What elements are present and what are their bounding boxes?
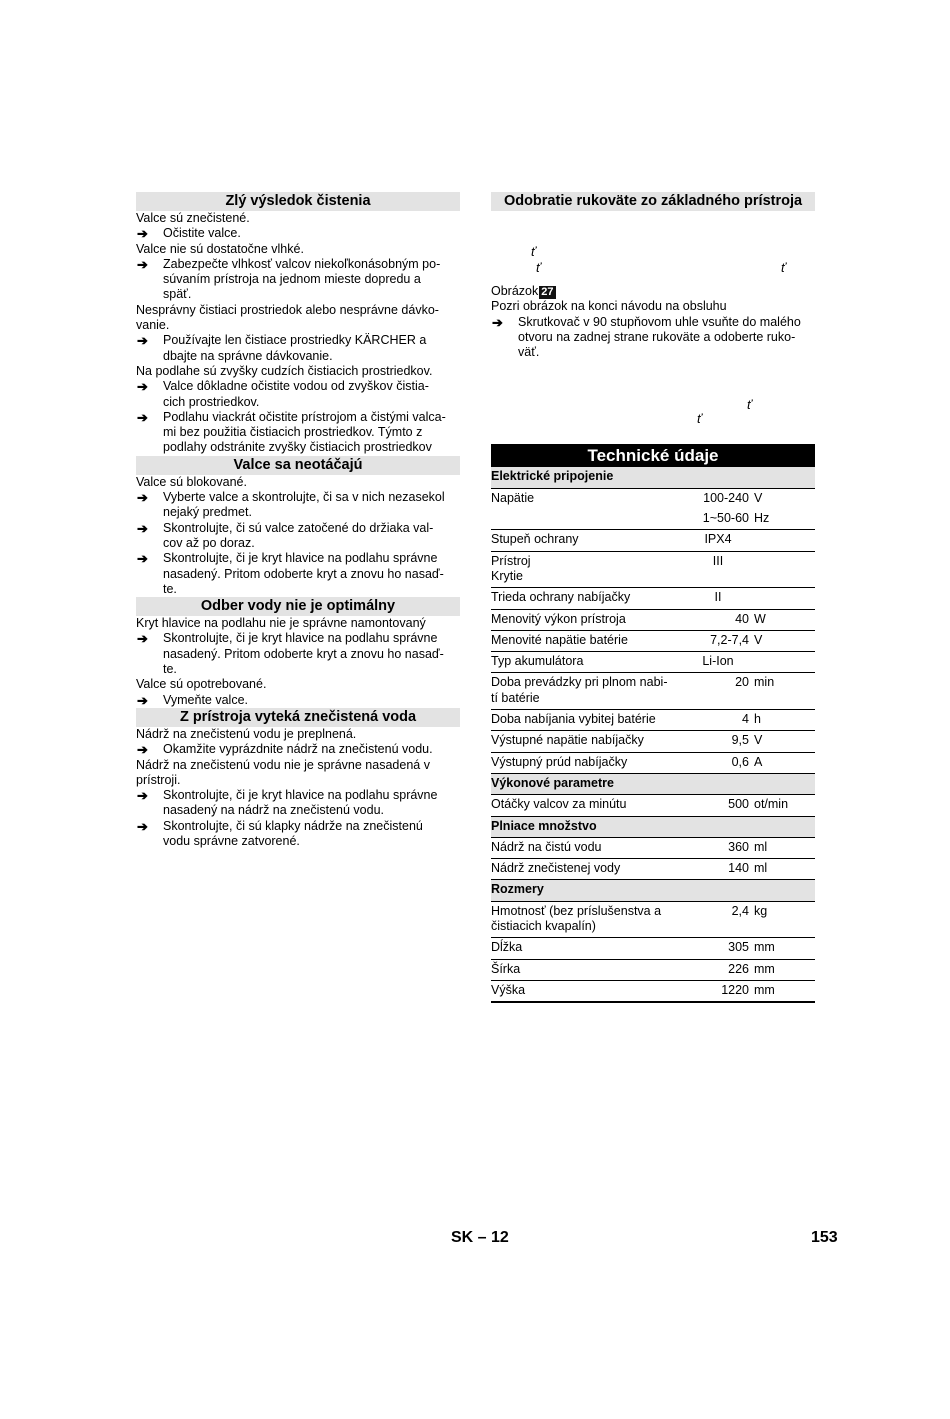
table-row [491,752,815,773]
table-row [491,488,815,509]
spec-value: 360 [728,839,749,854]
arrow-right-icon: ➔ [137,256,148,272]
stray-glyph: ť [747,397,752,412]
table-row [491,588,815,609]
spec-value: 0,6 [731,754,749,769]
left-column [136,192,460,849]
table-group-row [491,467,815,488]
table-group-row [491,880,815,901]
section-heading-handle-removal: Odobratie rukoväte zo základného prístroja [491,192,815,211]
step-text: Vyberte valce a skontrolujte, či sa v nich nezasekol nejaký predmet. [163,490,445,520]
stray-glyph: ť [781,260,786,275]
section-heading: Odber vody nie je optimálny [136,597,460,616]
spec-value: 7,2-7,4 [710,632,749,647]
spec-unit: kg [754,903,768,918]
table-row [491,959,815,980]
table-row [491,901,815,938]
spec-label: Doba prevádzky pri plnom nabi- tí batérie [491,675,668,705]
cause-text: Valce sú opotrebované. [136,677,267,692]
table-row [491,938,815,959]
spec-value: 9,5 [731,733,749,748]
see-figure-note: Pozri obrázok na konci návodu na obsluhu [491,299,727,314]
spec-value: 20 [735,675,749,690]
spec-label: Napätie [491,490,535,505]
step-text: Zabezpečte vlhkosť valcov niekoľkonásobným po- súvaním prístroja na jednom mieste dopredu a späť. [163,256,441,302]
stray-glyph: ť [531,244,536,259]
spec-label: Otáčky valcov za minútu [491,797,627,812]
table-row [491,837,815,858]
step-item [136,410,460,456]
spec-label: Nádrž znečistenej vody [491,861,621,876]
table-row [491,630,815,651]
group-label: Rozmery [491,880,815,901]
cause-text: Nádrž na znečistenú vodu nie je správne nasadená v prístroji. [136,757,430,787]
step-text: Skontrolujte, či je kryt hlavice na podlahu správne nasadený. Pritom odoberte kryt a znovu ho nasaď- te. [163,551,444,596]
arrow-right-icon: ➔ [137,788,148,804]
spec-label: Hmotnosť (bez príslušenstva a čistiacich kvapalín) [491,903,662,934]
table-row [491,509,815,530]
cause-text: Valce sú blokované. [136,474,247,489]
step-text: Skrutkovač v 90 stupňovom uhle vsuňte do malého otvoru na zadnej strane rukoväte a odoberte ruko- väť. [518,314,801,360]
spec-value: 40 [735,611,749,626]
cause-text: Valce sú znečistené. [136,211,250,225]
spec-value: 1~50-60 [702,511,749,526]
step-item [136,693,460,708]
spec-value: 4 [742,712,749,727]
spec-label: Trieda ochrany nabíjačky [491,590,631,605]
footer-page-number: 153 [811,1229,838,1246]
table-row [491,530,815,551]
table-row [491,673,815,710]
spec-unit: A [754,754,763,769]
cause-text: Nesprávny čistiaci prostriedok alebo nesprávne dávko- vanie. [136,302,439,333]
arrow-right-icon: ➔ [137,520,148,536]
cause-text: Kryt hlavice na podlahu nie je správne namontovaný [136,616,426,631]
spec-label: Menovité napätie batérie [491,632,628,647]
footer-language-code: SK – 12 [451,1229,509,1246]
arrow-right-icon: ➔ [137,742,148,758]
spec-unit: V [754,490,763,505]
step-text: Valce dôkladne očistite vodou od zvyškov čistia- cich prostriedkov. [163,379,429,409]
arrow-right-icon: ➔ [137,692,148,708]
spec-unit: ml [754,839,768,854]
step-text: Skontrolujte, či je kryt hlavice na podlahu správne nasadený. Pritom odoberte kryt a znovu ho nasaď- te. [163,631,444,677]
spec-unit: Hz [754,511,770,526]
arrow-right-icon: ➔ [137,631,148,647]
group-label: Plniace množstvo [491,816,815,837]
step-text: Používajte len čistiace prostriedky KÄRCHER a dbajte na správne dávkovanie. [163,333,427,363]
table-row [491,980,815,1002]
step-item [136,631,460,677]
group-label: Elektrické pripojenie [491,467,815,488]
step-item [491,315,815,361]
step-text: Skontrolujte, či sú klapky nádrže na znečistenú vodu správne zatvorené. [163,818,423,848]
spec-label [491,509,691,530]
stray-glyph: ť [697,411,702,426]
table-group-row [491,816,815,837]
spec-value: 1220 [721,982,749,997]
step-text: Skontrolujte, či sú valce zatočené do držiaka val- cov až po doraz. [163,520,434,550]
spec-value: 140 [728,861,749,876]
table-row [491,551,815,588]
spec-unit: mm [754,940,775,955]
stray-glyph: ť [536,260,541,275]
arrow-right-icon: ➔ [137,818,148,834]
spec-value: 500 [728,797,749,812]
technical-data-title: Technické údaje [491,444,815,467]
spec-value: III [712,553,724,568]
spec-value: IPX4 [704,532,732,547]
spec-label: Doba nabíjania vybitej batérie [491,712,656,727]
table-row [491,652,815,673]
spec-unit: mm [754,961,775,976]
spec-value: 305 [728,940,749,955]
cause-text: Valce nie sú dostatočne vlhké. [136,241,304,256]
spec-value: 226 [728,961,749,976]
table-row [491,795,815,816]
spec-label: Šírka [491,961,521,976]
step-text: Očistite valce. [163,226,241,241]
step-item [136,333,460,364]
step-item [136,788,460,819]
step-item [136,742,460,757]
step-text: Skontrolujte, či je kryt hlavice na podlahu správne nasadený na nádrž na znečistenú vodu. [163,788,438,818]
step-item [136,379,460,410]
spec-label: Výstupné napätie nabíjačky [491,733,644,748]
spec-unit: W [754,611,766,626]
step-text: Vymeňte valce. [163,692,248,707]
cause-text: Na podlahe sú zvyšky cudzích čistiacich prostriedkov. [136,363,433,378]
step-item [136,226,460,241]
spec-label: Menovitý výkon prístroja [491,611,626,626]
table-row [491,609,815,630]
spec-label: Výstupný prúd nabíjačky [491,754,628,769]
step-item [136,257,460,303]
spec-value: 100-240 [703,490,749,505]
spec-unit: ml [754,861,768,876]
arrow-right-icon: ➔ [492,314,503,330]
right-column [491,192,815,1003]
spec-value: 2,4 [731,903,749,918]
section-heading: Valce sa neotáčajú [136,456,460,475]
spec-unit: mm [754,982,775,997]
arrow-right-icon: ➔ [137,226,148,242]
spec-label: Výška [491,982,526,997]
group-label: Výkonové parametre [491,773,815,794]
section-heading: Zlý výsledok čistenia [136,192,460,211]
step-item [136,551,460,597]
spec-unit: ot/min [754,797,789,812]
spec-value: Li-Ion [702,654,734,669]
arrow-right-icon: ➔ [137,333,148,349]
figure-label: Obrázok [491,284,539,298]
spec-label: Stupeň ochrany [491,532,579,547]
spec-label: Nádrž na čistú vodu [491,839,602,854]
figure-number-badge: 27 [541,286,554,298]
spec-value: II [714,590,722,605]
spec-label: Prístroj Krytie [491,553,531,583]
table-row [491,710,815,731]
arrow-right-icon: ➔ [137,409,148,425]
spec-label: Dĺžka [491,940,523,955]
step-item [136,819,460,850]
spec-unit: h [754,712,761,727]
technical-data-table [491,467,815,1003]
step-text: Podlahu viackrát očistite prístrojom a čistými valca- mi bez použitia čistiacich prostriedkov. Týmto z podlahy odstránite zvyšky čistiacich prostriedkov [163,409,446,455]
step-item [136,521,460,552]
table-row [491,731,815,752]
arrow-right-icon: ➔ [137,379,148,395]
spec-unit: min [754,675,775,690]
table-row [491,859,815,880]
spec-unit: V [754,632,763,647]
spec-label: Typ akumulátora [491,654,584,669]
figure-reference [491,284,815,299]
section-heading: Z prístroja vyteká znečistená voda [136,708,460,727]
arrow-right-icon: ➔ [137,490,148,506]
arrow-right-icon: ➔ [137,551,148,567]
step-text: Okamžite vyprázdnite nádrž na znečistenú vodu. [163,742,433,757]
table-group-row [491,773,815,794]
cause-text: Nádrž na znečistenú vodu je preplnená. [136,726,357,741]
step-item [136,490,460,521]
spec-unit: V [754,733,763,748]
